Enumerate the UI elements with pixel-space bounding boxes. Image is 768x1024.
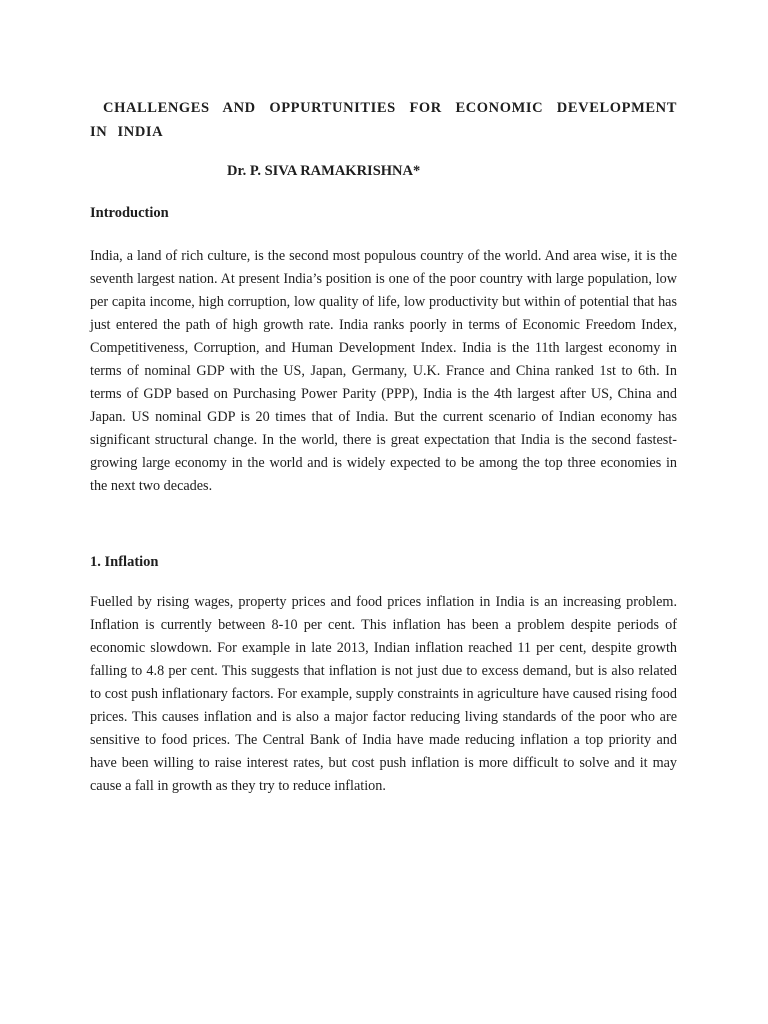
section-body-introduction: India, a land of rich culture, is the second most populous country of the world. And area wise, it is the seventh largest nation. At present India’s position is one of the poor country with large population, low per capita income, high corruption, low quality of life, low productivity but within of potential that has just entered the path of high growth rate. India ranks poorly in terms of Economic Freedom Index, Competitiveness, Corruption, and Human Development Index. India is the 11th largest economy in terms of nominal GDP with the US, Japan, Germany, U.K. France and China ranked 1st to 6th. In terms of GDP based on Purchasing Power Parity (PPP), India is the 4th largest after US, China and Japan. US nominal GDP is 20 times that of India. But the current scenario of Indian economy has significant structural change. In the world, there is great expectation that India is the second fastest- growing large economy in the world and is widely expected to be among the top three economies in the next two decades.: [90, 248, 677, 494]
section-heading-introduction: Introduction: [90, 205, 169, 221]
section-body-inflation: Fuelled by rising wages, property prices and food prices inflation in India is an increasing problem. Inflation is currently between 8-10 per cent. This inflation has been a problem despite periods of economic slowdown. For example in late 2013, Indian inflation reached 11 per cent, despite growth falling to 4.8 per cent. This suggests that inflation is not just due to excess demand, but is also related to cost push inflationary factors. For example, supply constraints in agriculture have caused rising food prices. This causes inflation and is also a major factor reducing living standards of the poor who are sensitive to food prices. The Central Bank of India have made reducing inflation a top priority and have been willing to raise interest rates, but cost push inflation is more difficult to solve and it may cause a fall in growth as they try to reduce inflation.: [90, 594, 677, 794]
document-page: [90, 0, 677, 1024]
section-heading-inflation: 1. Inflation: [90, 554, 159, 570]
document-title: CHALLENGES AND OPPURTUNITIES FOR ECONOMIC DEVELOPMENT IN INDIA: [90, 100, 677, 140]
author-name: Dr. P. SIVA RAMAKRISHNA*: [227, 163, 421, 179]
